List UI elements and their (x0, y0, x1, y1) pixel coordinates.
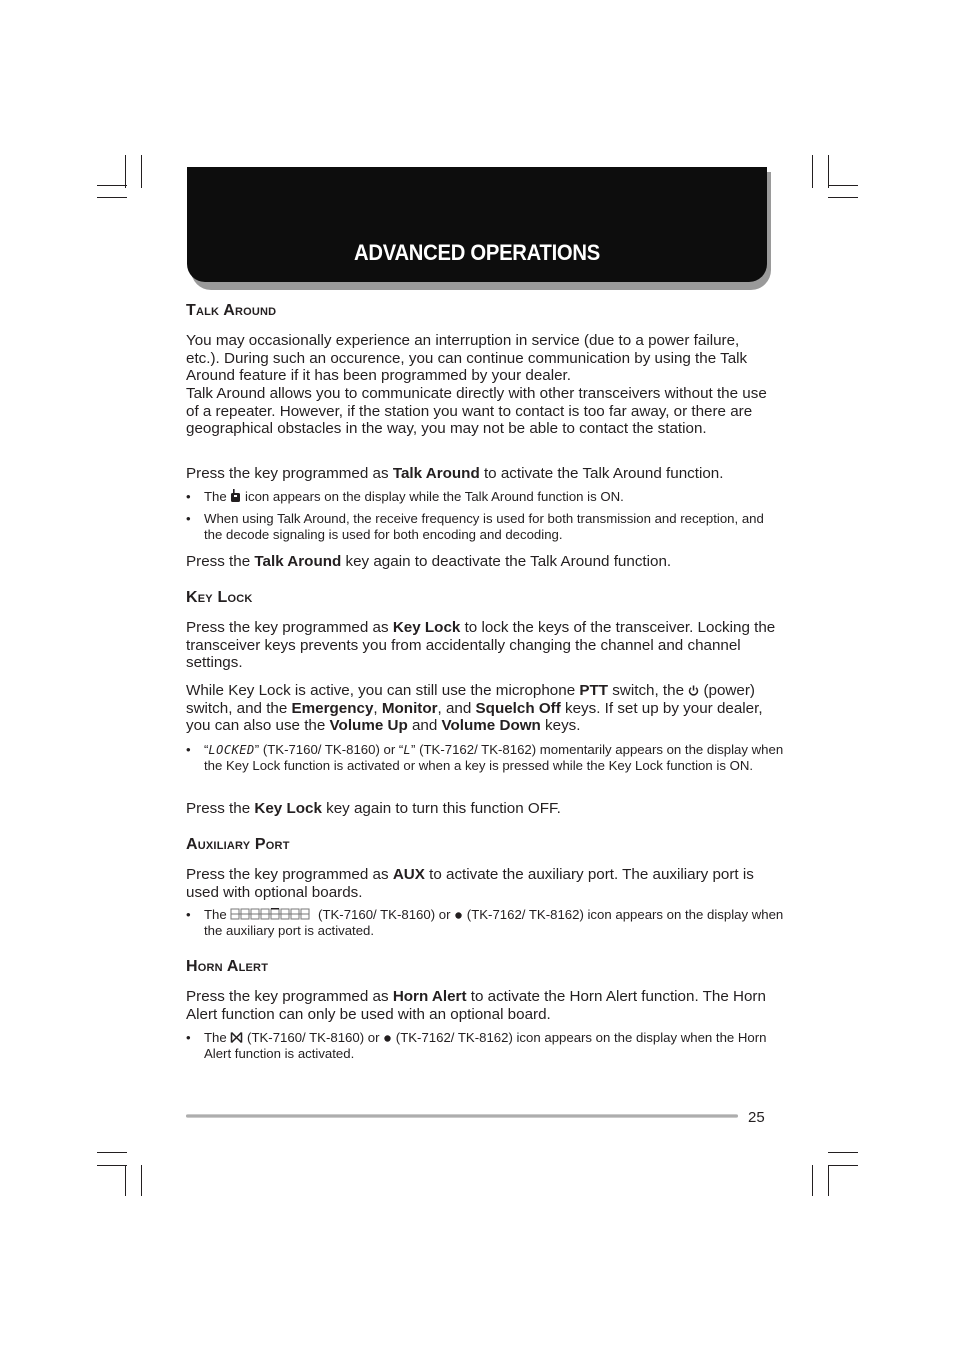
lock-display-text: L (403, 743, 412, 757)
text: Press the key programmed as (186, 619, 393, 636)
text: to activate the Horn Alert function. The Horn Alert function can only be used with an optional board. (186, 988, 766, 1023)
text: to lock the keys of the transceiver. Locking the transceiver keys prevents you from accidentally changing the channel and channel settings. (186, 619, 776, 672)
talk-around-icon (230, 489, 241, 504)
key-name: Volume Up (329, 717, 408, 735)
aux-segment-icon (230, 907, 314, 922)
text: Press the key programmed as (186, 866, 393, 883)
bullet-dot: • (186, 907, 191, 922)
text: and (407, 717, 442, 735)
paragraph: Talk Around allows you to communicate directly with other transceivers without the use of a repeater. However, if the station you want to contact is too far away, or there are geographical obstacles in the way, you may not be able to contact the station. (186, 385, 767, 438)
crop-mark (141, 155, 142, 188)
key-name: Talk Around (392, 465, 480, 482)
paragraph (186, 553, 776, 571)
key-name: Key Lock (254, 800, 322, 817)
text: “ (204, 742, 209, 757)
text: Press the key programmed as (186, 988, 393, 1005)
text: The (204, 489, 231, 504)
paragraph (186, 682, 776, 735)
text: , (373, 699, 382, 717)
crop-mark (828, 1165, 858, 1166)
crop-mark (97, 1165, 127, 1166)
text: to activate the auxiliary port. The auxiliary port is used with optional boards. (186, 866, 754, 901)
key-name: PTT (579, 682, 609, 699)
key-name: Horn Alert (392, 988, 467, 1005)
section-heading-horn-alert: Horn Alert (186, 958, 269, 975)
text: The (204, 1030, 231, 1045)
crop-mark (812, 1165, 813, 1196)
horn-alert-icon (230, 1030, 243, 1045)
text: keys. If set up by your dealer, you can also use the (186, 699, 763, 735)
text: Press the (186, 800, 255, 817)
power-icon (688, 682, 699, 699)
text: (TK-7162/ TK-8162) icon appears on the display when the auxiliary port is activated. (204, 907, 784, 939)
bullet-dot: • (186, 742, 191, 757)
paragraph (186, 988, 776, 1023)
bullet-item (186, 907, 784, 940)
paragraph (186, 800, 776, 818)
text: While Key Lock is active, you can still use the microphone (186, 682, 580, 699)
paragraph (186, 619, 776, 672)
key-name: Monitor (381, 699, 438, 717)
text: ” (TK-7162/ TK-8162) momentarily appears on the display when the Key Lock function is activated or when a key is pressed while the Key Lock function is ON. (204, 742, 784, 774)
text: (TK-7162/ TK-8162) icon appears on the display when the Horn Alert function is activated. (204, 1030, 767, 1062)
crop-mark (97, 1152, 127, 1153)
text: to activate the Talk Around function. (479, 465, 724, 482)
chapter-title: ADVANCED OPERATIONS (354, 240, 600, 265)
text: (TK-7160/ TK-8160) or (314, 907, 455, 922)
text: icon appears on the display while the Talk Around function is ON. (241, 489, 624, 504)
text: switch, the (608, 682, 689, 699)
page-number: 25 (748, 1109, 765, 1126)
crop-mark (812, 155, 813, 188)
text: , and (437, 699, 476, 717)
dot-icon (383, 1030, 392, 1045)
crop-mark (828, 1165, 829, 1196)
bullet-item (186, 1030, 784, 1063)
crop-mark (828, 155, 829, 188)
section-heading-talk-around: Talk Around (186, 302, 277, 319)
text: The (204, 907, 231, 922)
crop-mark (125, 155, 126, 188)
key-name: AUX (392, 866, 425, 883)
crop-mark (828, 1152, 858, 1153)
bullet-dot: • (186, 489, 191, 504)
section-heading-key-lock: Key Lock (186, 589, 253, 606)
key-name: Squelch Off (475, 699, 561, 717)
key-name: Talk Around (254, 553, 342, 570)
bullet-item (186, 742, 784, 775)
bullet-item (186, 489, 784, 505)
key-name: Key Lock (392, 619, 461, 636)
text: Press the (186, 553, 255, 570)
crop-mark (828, 197, 858, 198)
footer-rule (186, 1114, 738, 1118)
text: key again to deactivate the Talk Around function. (341, 553, 672, 570)
paragraph: You may occasionally experience an interruption in service (due to a power failure, etc.). During such an occurence, you can continue communication by using the Talk Around feature if it has been programmed by your dealer. (186, 332, 748, 385)
locked-display-text: LOCKED (208, 743, 255, 757)
crop-mark (97, 197, 127, 198)
paragraph (186, 465, 776, 483)
section-heading-auxiliary-port: Auxiliary Port (186, 836, 290, 853)
crop-mark (97, 185, 127, 186)
bullet-dot: • (186, 511, 191, 526)
crop-mark (125, 1165, 126, 1196)
text: When using Talk Around, the receive frequency is used for both transmission and reception, and the decode signaling is used for both encoding and decoding. (204, 511, 764, 543)
text: keys. (540, 717, 581, 735)
text: key again to turn this function OFF. (321, 800, 561, 817)
key-name: Volume Down (441, 717, 541, 735)
text: ” (TK-7160/ TK-8160) or “ (254, 742, 404, 757)
crop-mark (828, 185, 858, 186)
key-name: Emergency (291, 699, 374, 717)
bullet-dot: • (186, 1030, 191, 1045)
crop-mark (141, 1165, 142, 1196)
paragraph (186, 866, 776, 901)
text: (TK-7160/ TK-8160) or (243, 1030, 384, 1045)
text: Press the key programmed as (186, 465, 393, 482)
dot-icon (454, 907, 463, 922)
chapter-banner (187, 167, 767, 282)
bullet-item (186, 511, 784, 544)
text: (power) switch, and the (186, 682, 755, 717)
